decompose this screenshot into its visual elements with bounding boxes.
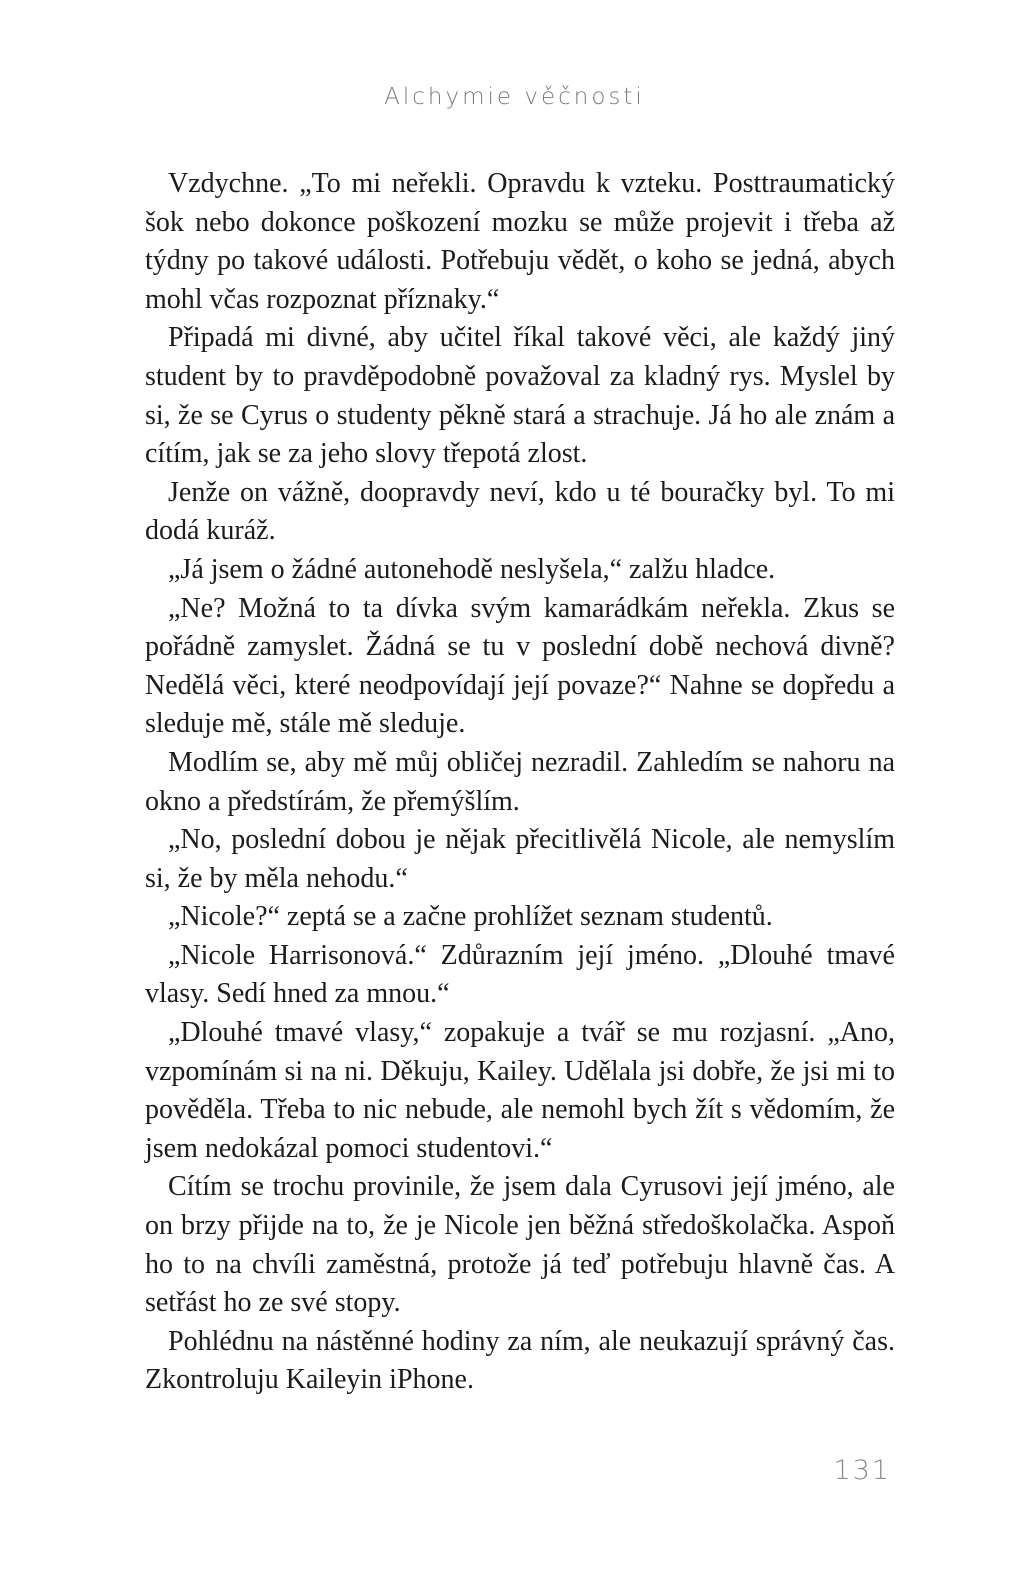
- paragraph: „Nicole?“ zeptá se a začne prohlížet seznam studentů.: [168, 901, 773, 933]
- paragraph: Cítím se trochu provinile, že jsem dala Cyrusovi její jméno, ale on brzy přijde na to, že je Nicole jen běžná středoškolačka. Aspoň ho to na chvíli zaměstná, protože já teď potřebuju hlavně čas. A setřást ho ze své stopy.: [145, 1171, 895, 1319]
- running-head-title: Alchymie věčnosti: [384, 84, 645, 110]
- paragraph: Jenže on vážně, doopravdy neví, kdo u té bouračky byl. To mi dodá kuráž.: [145, 476, 895, 547]
- paragraph: „Dlouhé tmavé vlasy,“ zopakuje a tvář se mu rozjasní. „Ano, vzpomínám si na ni. Děkuju, Kailey. Udělala jsi dobře, že jsi mi to pověděla. Třeba to nic nebude, ale nemohl bych žít s vědomím, že jsem nedokázal pomoci studentovi.“: [145, 1017, 895, 1164]
- paragraph: Vzdychne. „To mi neřekli. Opravdu k vzteku. Posttraumatický šok nebo dokonce poškození mozku se může projevit i třeba až týdny po takové události. Potřebuju vědět, o koho se jedná, abych mohl včas rozpoznat příznaky.“: [145, 168, 895, 315]
- paragraph: Pohlédnu na nástěnné hodiny za ním, ale neukazují správný čas. Zkontroluju Kaileyin iPhone.: [145, 1325, 895, 1396]
- paragraph: Modlím se, aby mě můj obličej nezradil. Zahledím se nahoru na okno a předstírám, že přemýšlím.: [145, 746, 895, 817]
- paragraph: „Já jsem o žádné autonehodě neslyšela,“ zalžu hladce.: [168, 553, 776, 585]
- body-text: [145, 165, 895, 1400]
- paragraph: „Nicole Harrisonová.“ Zdůrazním její jméno. „Dlouhé tmavé vlasy. Sedí hned za mnou.“: [145, 939, 895, 1010]
- paragraph: Připadá mi divné, aby učitel říkal takové věci, ale každý jiný student by to pravděpodobně považoval za kladný rys. Myslel by si, že se Cyrus o studenty pěkně stará a strachuje. Já ho ale znám a cítím, jak se za jeho slovy třepotá zlost.: [145, 322, 895, 470]
- page-number: 131: [833, 1455, 891, 1486]
- paragraph: „Ne? Možná to ta dívka svým kamarádkám neřekla. Zkus se pořádně zamyslet. Žádná se tu v poslední době nechová divně? Nedělá věci, které neodpovídají její povaze?“ Nahne se dopředu a sleduje mě, stále mě sleduje.: [145, 592, 895, 740]
- paragraph: „No, poslední dobou je nějak přecitlivělá Nicole, ale nemyslím si, že by měla nehodu.“: [145, 824, 895, 894]
